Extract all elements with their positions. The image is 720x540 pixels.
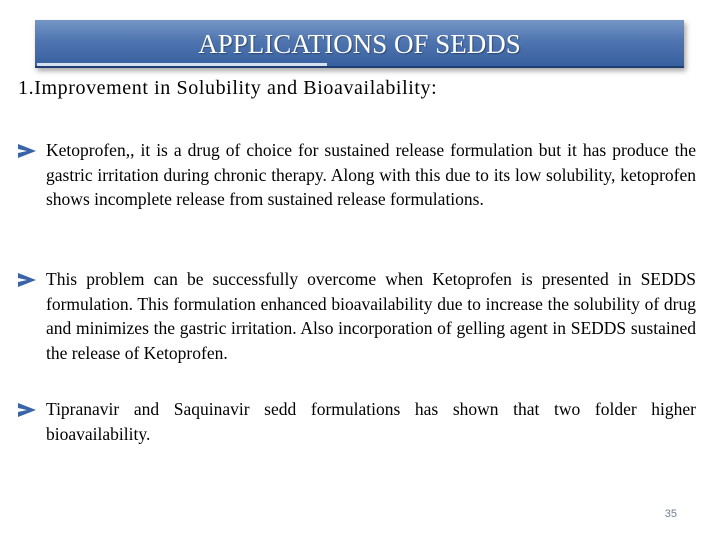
bullet-item: [18, 397, 698, 446]
arrow-bullet-icon: [18, 273, 36, 287]
slide-title: APPLICATIONS OF SEDDS: [198, 29, 521, 59]
bullet-text: Ketoprofen,, it is a drug of choice for sustained release formulation but it has produce the gastric irritation during chronic therapy. Along with this due to its low solubility, ketoprofen shows incomplete release from sustained release formulations.: [46, 140, 696, 209]
page-number: 35: [664, 508, 677, 520]
arrow-bullet-icon: [18, 144, 36, 158]
title-underline: [37, 63, 327, 66]
bullet-item: [18, 138, 698, 212]
bullet-text: This problem can be successfully overcome when Ketoprofen is presented in SEDDS formulation. This formulation enhanced bioavailability due to increase the solubility of drug and minimizes the gastric irritation. Also incorporation of gelling agent in SEDDS sustained the release of Ketoprofen.: [46, 269, 696, 363]
bullet-text: Tipranavir and Saquinavir sedd formulations has shown that two folder higher bioavailability.: [46, 399, 696, 444]
title-banner: [35, 20, 684, 68]
arrow-bullet-icon: [18, 403, 36, 417]
bullet-item: [18, 267, 698, 365]
section-heading: 1.Improvement in Solubility and Bioavailability:: [18, 77, 438, 99]
